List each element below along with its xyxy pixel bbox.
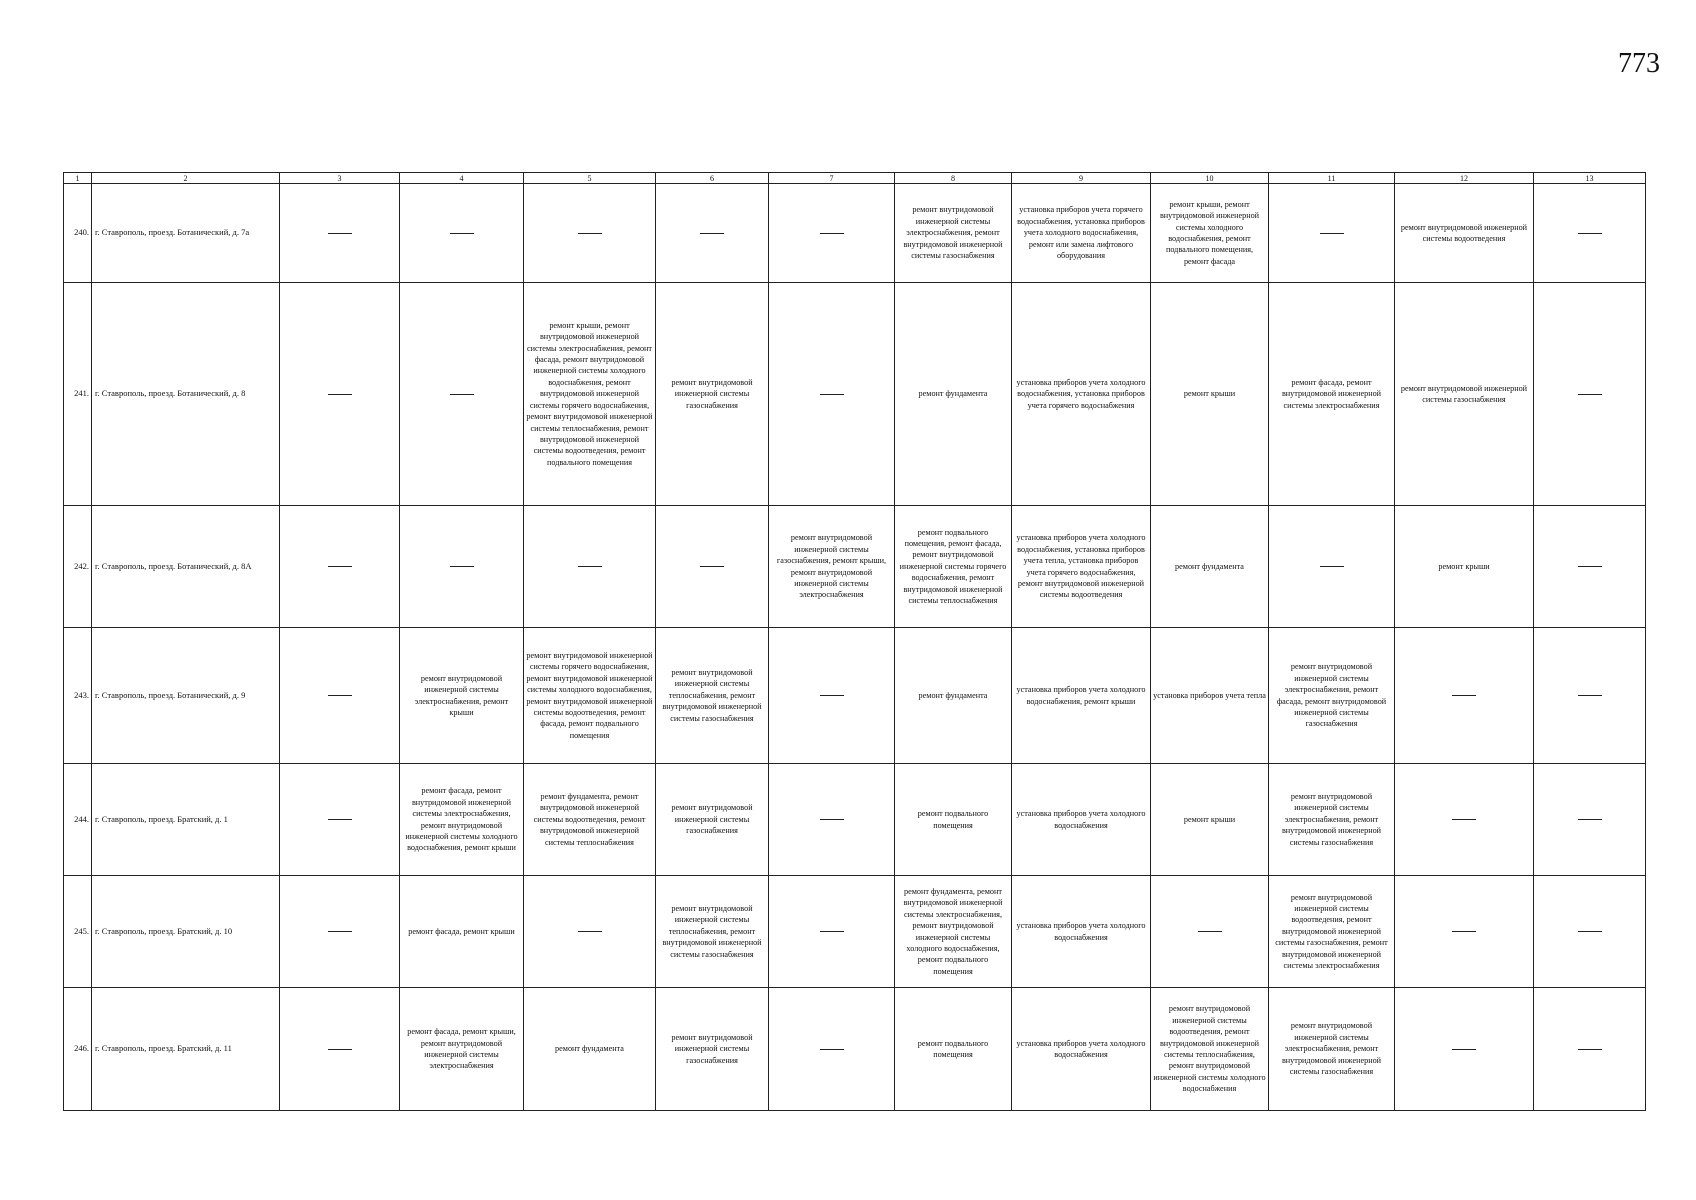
row-address: г. Ставрополь, проезд. Братский, д. 1 <box>92 764 280 876</box>
empty-dash <box>328 695 352 696</box>
table-cell: ремонт внутридомовой инженерной системы горячего водоснабжения, ремонт внутридомовой инженерной системы холодного водоснабжения, ремонт внутридомовой инженерной системы водоотведения, ремонт фасада, ремонт подвального помещения <box>524 628 656 764</box>
table-cell: ремонт внутридомовой инженерной системы теплоснабжения, ремонт внутридомовой инженерной системы газоснабжения <box>656 876 769 988</box>
column-number: 2 <box>92 173 280 184</box>
table-cell: ремонт фундамента, ремонт внутридомовой инженерной системы водоотведения, ремонт внутридомовой инженерной системы теплоснабжения <box>524 764 656 876</box>
empty-dash <box>820 931 844 932</box>
column-number: 5 <box>524 173 656 184</box>
row-address: г. Ставрополь, проезд. Братский, д. 10 <box>92 876 280 988</box>
table-cell: ремонт фундамента <box>524 988 656 1111</box>
table-cell: ремонт внутридомовой инженерной системы газоснабжения <box>656 988 769 1111</box>
column-number: 13 <box>1534 173 1646 184</box>
table-cell: ремонт внутридомовой инженерной системы газоснабжения, ремонт крыши, ремонт внутридомовой инженерной системы электроснабжения <box>769 506 895 628</box>
empty-dash <box>1578 566 1602 567</box>
table-row <box>64 628 1646 764</box>
empty-dash <box>700 233 724 234</box>
table-cell: ремонт крыши, ремонт внутридомовой инженерной системы электроснабжения, ремонт фасада, ремонт внутридомовой инженерной системы холодного водоснабжения, ремонт внутридомовой инженерной системы горячего водоснабжения, ремонт внутридомовой инженерной системы теплоснабжения, ремонт внутридомовой инженерной системы водоотведения, ремонт подвального помещения <box>524 283 656 506</box>
table-cell <box>280 184 400 283</box>
table-cell <box>1534 876 1646 988</box>
table-cell <box>769 184 895 283</box>
table-cell <box>280 628 400 764</box>
table-cell <box>769 988 895 1111</box>
table-cell <box>769 283 895 506</box>
empty-dash <box>820 695 844 696</box>
table-cell <box>1269 506 1395 628</box>
page-number: 773 <box>1618 48 1660 79</box>
table-cell <box>769 628 895 764</box>
table-cell <box>656 184 769 283</box>
table-cell <box>400 184 524 283</box>
empty-dash <box>578 931 602 932</box>
table-cell: установка приборов учета холодного водоснабжения, установка приборов учета горячего водоснабжения <box>1012 283 1151 506</box>
empty-dash <box>1578 695 1602 696</box>
table-cell: установка приборов учета холодного водоснабжения, установка приборов учета тепла, установка приборов учета горячего водоснабжения, ремонт внутридомовой инженерной системы водоотведения <box>1012 506 1151 628</box>
column-number: 8 <box>895 173 1012 184</box>
row-number: 242. <box>64 506 92 628</box>
table-cell <box>280 764 400 876</box>
row-number: 246. <box>64 988 92 1111</box>
empty-dash <box>1452 1049 1476 1050</box>
empty-dash <box>820 1049 844 1050</box>
empty-dash <box>328 819 352 820</box>
table-cell <box>400 506 524 628</box>
table-cell <box>1534 184 1646 283</box>
table-cell: ремонт фундамента <box>895 283 1012 506</box>
table-cell <box>1534 628 1646 764</box>
table-cell: установка приборов учета тепла <box>1151 628 1269 764</box>
empty-dash <box>700 566 724 567</box>
table-cell: установка приборов учета холодного водоснабжения <box>1012 988 1151 1111</box>
empty-dash <box>820 394 844 395</box>
table-cell <box>1395 988 1534 1111</box>
empty-dash <box>1578 394 1602 395</box>
table-cell: установка приборов учета холодного водоснабжения, ремонт крыши <box>1012 628 1151 764</box>
row-address: г. Ставрополь, проезд. Братский, д. 11 <box>92 988 280 1111</box>
table-cell <box>400 283 524 506</box>
table-cell: ремонт внутридомовой инженерной системы электроснабжения, ремонт внутридомовой инженерной системы газоснабжения <box>895 184 1012 283</box>
row-number: 243. <box>64 628 92 764</box>
empty-dash <box>328 931 352 932</box>
table-cell <box>1534 764 1646 876</box>
empty-dash <box>820 233 844 234</box>
row-address: г. Ставрополь, проезд. Ботанический, д. 7а <box>92 184 280 283</box>
table-cell: установка приборов учета горячего водоснабжения, установка приборов учета холодного водоснабжения, ремонт или замена лифтового оборудования <box>1012 184 1151 283</box>
empty-dash <box>328 566 352 567</box>
empty-dash <box>820 819 844 820</box>
table-cell: ремонт фасада, ремонт крыши <box>400 876 524 988</box>
table-cell <box>280 876 400 988</box>
table-cell <box>1534 988 1646 1111</box>
empty-dash <box>1452 819 1476 820</box>
empty-dash <box>328 1049 352 1050</box>
table-cell: установка приборов учета холодного водоснабжения <box>1012 764 1151 876</box>
table-cell <box>769 764 895 876</box>
table-cell: установка приборов учета холодного водоснабжения <box>1012 876 1151 988</box>
row-address: г. Ставрополь, проезд. Ботанический, д. 9 <box>92 628 280 764</box>
table-row <box>64 184 1646 283</box>
table-cell <box>656 506 769 628</box>
empty-dash <box>450 394 474 395</box>
column-number: 11 <box>1269 173 1395 184</box>
repair-schedule-table <box>63 172 1646 1111</box>
table-cell: ремонт внутридомовой инженерной системы газоснабжения <box>656 283 769 506</box>
table-cell: ремонт фундамента <box>895 628 1012 764</box>
table-cell: ремонт внутридомовой инженерной системы водоотведения, ремонт внутридомовой инженерной системы газоснабжения, ремонт внутридомовой инженерной системы электроснабжения <box>1269 876 1395 988</box>
table-cell <box>524 506 656 628</box>
table-cell: ремонт внутридомовой инженерной системы водоотведения <box>1395 184 1534 283</box>
table-cell: ремонт фасада, ремонт внутридомовой инженерной системы электроснабжения <box>1269 283 1395 506</box>
row-address: г. Ставрополь, проезд. Ботанический, д. 8 <box>92 283 280 506</box>
empty-dash <box>578 566 602 567</box>
table-cell <box>1534 283 1646 506</box>
table-cell: ремонт фасада, ремонт крыши, ремонт внутридомовой инженерной системы электроснабжения <box>400 988 524 1111</box>
table-cell: ремонт внутридомовой инженерной системы электроснабжения, ремонт фасада, ремонт внутридомовой инженерной системы газоснабжения <box>1269 628 1395 764</box>
row-address: г. Ставрополь, проезд. Ботанический, д. 8А <box>92 506 280 628</box>
table-cell: ремонт внутридомовой инженерной системы водоотведения, ремонт внутридомовой инженерной системы теплоснабжения, ремонт внутридомовой инженерной системы холодного водоснабжения <box>1151 988 1269 1111</box>
empty-dash <box>450 566 474 567</box>
table-cell <box>1395 764 1534 876</box>
column-number: 7 <box>769 173 895 184</box>
table-row <box>64 988 1646 1111</box>
table-cell: ремонт подвального помещения, ремонт фасада, ремонт внутридомовой инженерной системы горячего водоснабжения, ремонт внутридомовой инженерной системы теплоснабжения <box>895 506 1012 628</box>
table-cell <box>769 876 895 988</box>
table-cell <box>1534 506 1646 628</box>
row-number: 241. <box>64 283 92 506</box>
empty-dash <box>578 233 602 234</box>
table-cell <box>1395 628 1534 764</box>
column-number: 10 <box>1151 173 1269 184</box>
table-row <box>64 876 1646 988</box>
table-cell: ремонт внутридомовой инженерной системы теплоснабжения, ремонт внутридомовой инженерной системы газоснабжения <box>656 628 769 764</box>
table-cell: ремонт крыши <box>1151 283 1269 506</box>
table-cell <box>1269 184 1395 283</box>
empty-dash <box>1578 233 1602 234</box>
table-cell: ремонт внутридомовой инженерной системы электроснабжения, ремонт крыши <box>400 628 524 764</box>
column-number: 6 <box>656 173 769 184</box>
empty-dash <box>450 233 474 234</box>
empty-dash <box>1320 566 1344 567</box>
table-cell <box>524 876 656 988</box>
empty-dash <box>328 233 352 234</box>
table-cell <box>1395 876 1534 988</box>
table-cell: ремонт крыши, ремонт внутридомовой инженерной системы холодного водоснабжения, ремонт подвального помещения, ремонт фасада <box>1151 184 1269 283</box>
empty-dash <box>328 394 352 395</box>
table-cell: ремонт внутридомовой инженерной системы газоснабжения <box>1395 283 1534 506</box>
table-cell <box>524 184 656 283</box>
table-cell: ремонт фундамента, ремонт внутридомовой инженерной системы электроснабжения, ремонт внутридомовой инженерной системы холодного водоснабжения, ремонт подвального помещения <box>895 876 1012 988</box>
table-cell: ремонт внутридомовой инженерной системы электроснабжения, ремонт внутридомовой инженерной системы газоснабжения <box>1269 988 1395 1111</box>
empty-dash <box>1452 931 1476 932</box>
empty-dash <box>1452 695 1476 696</box>
row-number: 240. <box>64 184 92 283</box>
table-cell <box>280 988 400 1111</box>
column-number: 1 <box>64 173 92 184</box>
empty-dash <box>1578 1049 1602 1050</box>
table-cell <box>280 506 400 628</box>
column-number: 12 <box>1395 173 1534 184</box>
empty-dash <box>1320 233 1344 234</box>
table-cell: ремонт внутридомовой инженерной системы электроснабжения, ремонт внутридомовой инженерной системы газоснабжения <box>1269 764 1395 876</box>
table-row <box>64 506 1646 628</box>
empty-dash <box>1198 931 1222 932</box>
empty-dash <box>1578 931 1602 932</box>
table-cell: ремонт внутридомовой инженерной системы газоснабжения <box>656 764 769 876</box>
table-cell: ремонт подвального помещения <box>895 764 1012 876</box>
table-cell: ремонт крыши <box>1151 764 1269 876</box>
column-number: 3 <box>280 173 400 184</box>
table-cell <box>1151 876 1269 988</box>
table-row <box>64 764 1646 876</box>
table-cell: ремонт фундамента <box>1151 506 1269 628</box>
table-cell: ремонт крыши <box>1395 506 1534 628</box>
row-number: 244. <box>64 764 92 876</box>
column-number: 9 <box>1012 173 1151 184</box>
column-number-row <box>64 173 1646 184</box>
empty-dash <box>1578 819 1602 820</box>
table-cell: ремонт фасада, ремонт внутридомовой инженерной системы электроснабжения, ремонт внутридомовой инженерной системы холодного водоснабжения, ремонт крыши <box>400 764 524 876</box>
row-number: 245. <box>64 876 92 988</box>
table-cell: ремонт подвального помещения <box>895 988 1012 1111</box>
table-row <box>64 283 1646 506</box>
table-cell <box>280 283 400 506</box>
column-number: 4 <box>400 173 524 184</box>
